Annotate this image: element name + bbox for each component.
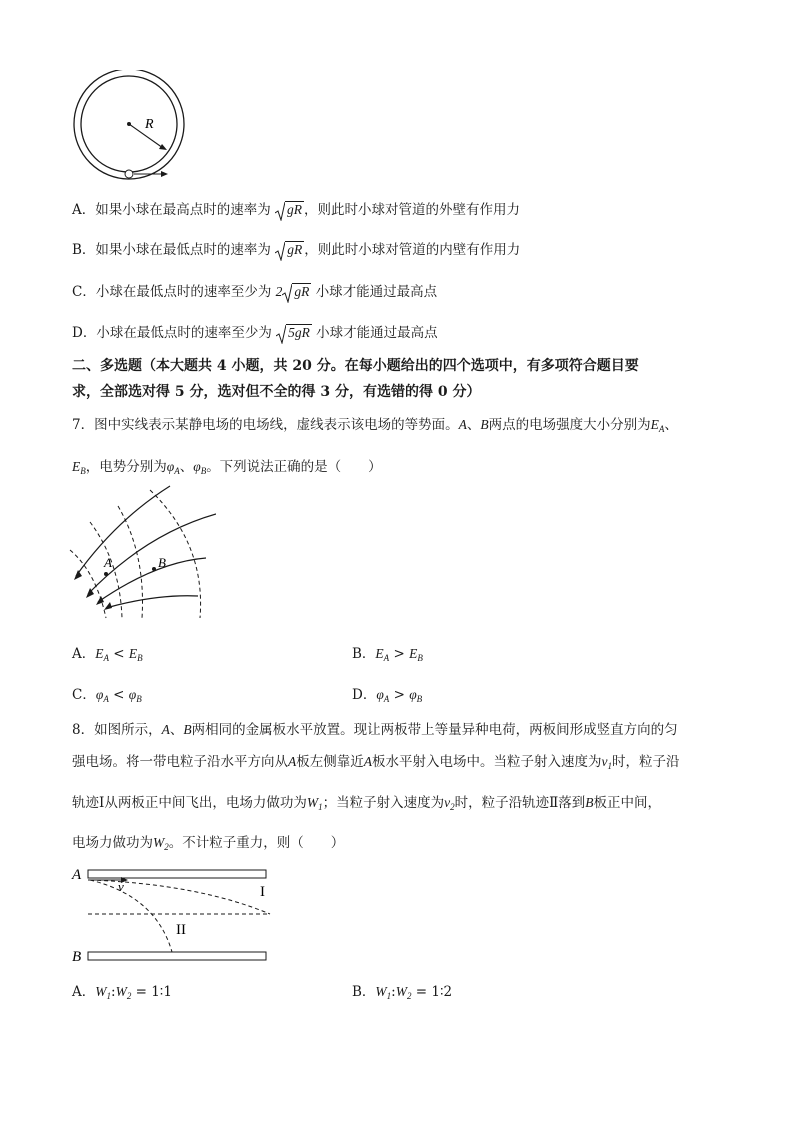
q8-label-trajectory-ii: II: [176, 922, 186, 938]
q8-stem-line1: 8．如图所示，A、B两相同的金属板水平放置。现让两板带上等量异种电荷，两板间形成竖直方向的匀: [72, 722, 678, 738]
q7-label-b: B: [158, 555, 166, 570]
q7-option-b[interactable]: B．$E_A > E_B$: [352, 646, 423, 663]
q6-label-R: R: [145, 117, 154, 132]
q8-figure-parallel-plates: [68, 862, 278, 966]
q8-stem-line4: 电场力做功为$W_2$。不计粒子重力，则（ ）: [72, 835, 345, 852]
q8-label-b: B: [72, 949, 82, 965]
q8-stem-line2: 强电场。将一带电粒子沿水平方向从A板左侧靠近A板水平射入电场中。当粒子射入速度为$v_1$时，粒子沿: [72, 754, 680, 771]
q6-option-c[interactable]: C．小球在最低点时的速率至少为 2 gR 小球才能通过最高点: [72, 284, 438, 300]
q8-option-b[interactable]: B．$W_1:W_2$ = 1∶2: [352, 984, 453, 1001]
section-2-heading-line2: 求，全部选对得 5 分，选对但不全的得 3 分，有选错的得 0 分）: [72, 384, 481, 400]
sqrt-expression: gR: [275, 242, 304, 258]
q7-figure-electric-field: [66, 484, 216, 624]
q7-option-c[interactable]: C．$\varphi_A < \varphi_B$: [72, 687, 142, 704]
q7-stem-line2: $E_B$，电势分别为$\varphi_A$、$\varphi_B$。下列说法正确的是（ ）: [72, 459, 382, 476]
q6-option-a[interactable]: A．如果小球在最高点时的速率为 gR ，则此时小球对管道的外壁有作用力: [72, 202, 521, 218]
sqrt-expression: 5gR: [276, 325, 312, 341]
section-2-heading-line1: 二、多选题（本大题共 4 小题，共 20 分。在每小题给出的四个选项中，有多项符合题目要: [72, 358, 639, 374]
q6-option-d[interactable]: D．小球在最低点时的速率至少为 5gR 小球才能通过最高点: [72, 325, 438, 341]
q6-figure-circular-tube: [66, 70, 201, 182]
q8-label-v: v: [118, 879, 124, 894]
q8-label-trajectory-i: I: [260, 884, 265, 900]
q7-option-d[interactable]: D．$\varphi_A > \varphi_B$: [352, 687, 423, 704]
q7-label-a: A: [104, 555, 112, 570]
q8-stem-line3: 轨迹Ⅰ从两板正中间飞出，电场力做功为$W_1$；当粒子射入速度为$v_2$时，粒子沿轨迹Ⅱ落到B板正中间，: [72, 795, 662, 812]
q6-option-b[interactable]: B．如果小球在最低点时的速率为 gR ，则此时小球对管道的内壁有作用力: [72, 242, 521, 258]
q7-option-a[interactable]: A．$E_A < E_B$: [72, 646, 143, 663]
sqrt-expression: gR: [275, 202, 304, 218]
q8-label-a: A: [72, 867, 82, 883]
q8-option-a[interactable]: A．$W_1:W_2$ = 1∶1: [72, 984, 172, 1001]
sqrt-expression: gR: [282, 284, 311, 300]
q7-stem-line1: 7．图中实线表示某静电场的电场线，虚线表示该电场的等势面。A、B两点的电场强度大小分别为$E_A$、: [72, 417, 678, 434]
